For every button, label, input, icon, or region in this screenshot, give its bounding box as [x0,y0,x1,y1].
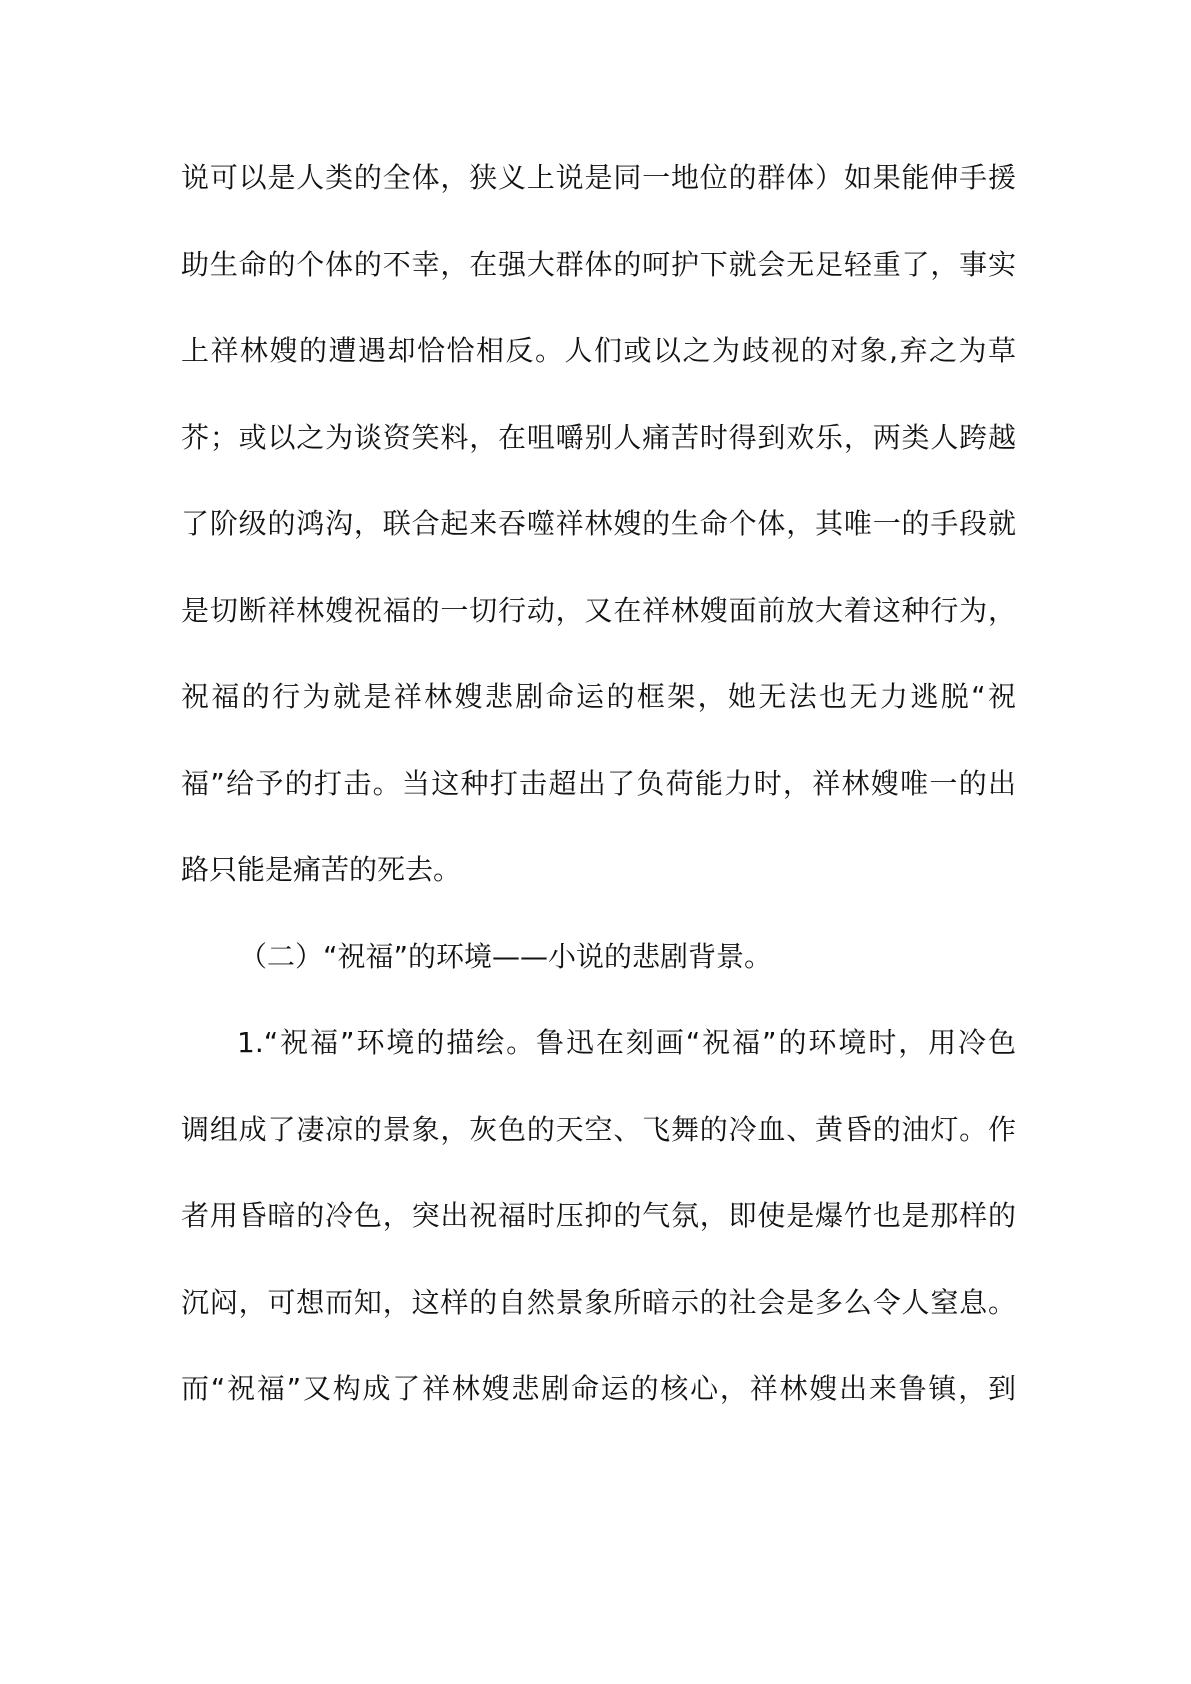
text-line: 上祥林嫂的遭遇却恰恰相反。人们或以之为歧视的对象,弃之为草 [181,334,1016,367]
text-line: 芥；或以之为谈资笑料，在咀嚼别人痛苦时得到欢乐，两类人跨越 [181,421,1016,454]
text-line: 者用昏暗的冷色，突出祝福时压抑的气氛，即使是爆竹也是那样的 [181,1199,1016,1232]
section-heading: （二）“祝福”的环境——小说的悲剧背景。 [239,940,773,973]
text-line: 助生命的个体的不幸，在强大群体的呵护下就会无足轻重了，事实 [181,248,1016,281]
text-line: 福”给予的打击。当这种打击超出了负荷能力时，祥林嫂唯一的出 [181,767,1016,800]
text-line: 祝福的行为就是祥林嫂悲剧命运的框架，她无法也无力逃脱“祝 [181,680,1016,713]
text-line: 而“祝福”又构成了祥林嫂悲剧命运的核心，祥林嫂出来鲁镇，到 [181,1372,1016,1405]
subsection-first-line: 1.“祝福”环境的描绘。鲁迅在刻画“祝福”的环境时，用冷色 [237,1026,1016,1059]
text-line: 是切断祥林嫂祝福的一切行动，又在祥林嫂面前放大着这种行为， [181,594,1016,627]
text-line: 沉闷，可想而知，这样的自然景象所暗示的社会是多么令人窒息。 [181,1286,1016,1319]
text-line: 说可以是人类的全体，狭义上说是同一地位的群体）如果能伸手援 [181,161,1016,194]
text-line: 了阶级的鸿沟，联合起来吞噬祥林嫂的生命个体，其唯一的手段就 [181,507,1016,540]
text-line: 调组成了凄凉的景象，灰色的天空、飞舞的冷血、黄昏的油灯。作 [181,1113,1016,1146]
paragraph-last-line: 路只能是痛苦的死去。 [181,853,462,886]
